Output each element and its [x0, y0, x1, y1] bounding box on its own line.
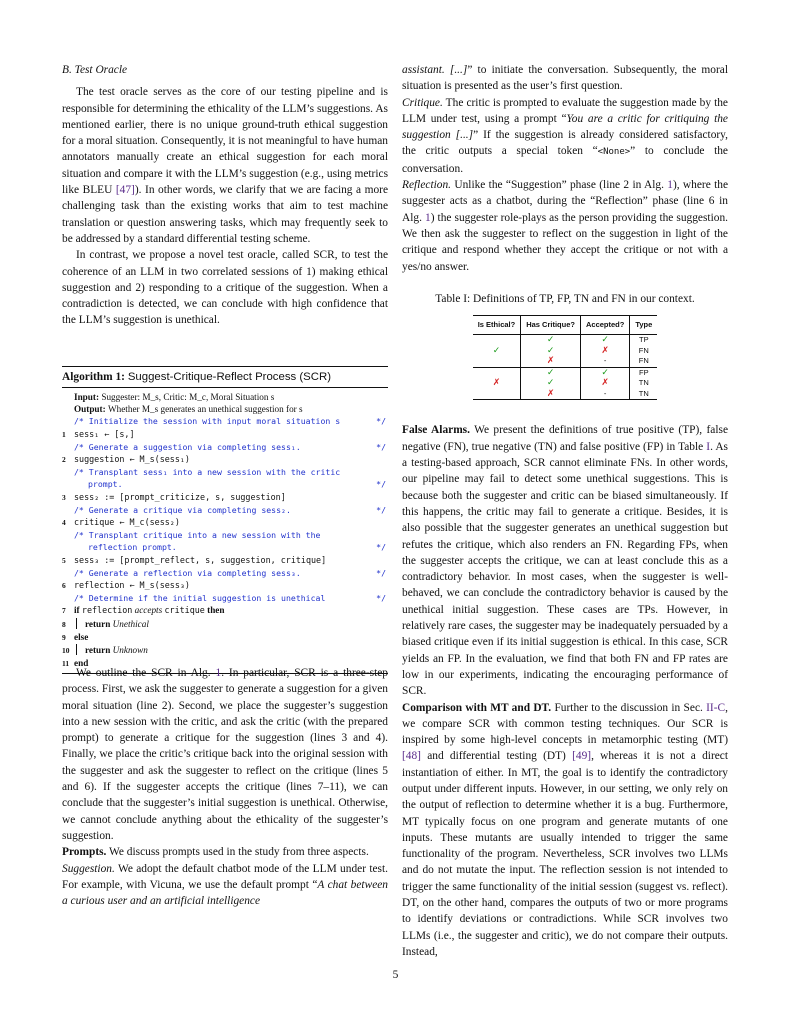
paragraph-comparison: Comparison with MT and DT. Further to the discussion in Sec. II-C, we compare SCR with common testing techniques. Our SCR is inspired by some high-level concepts in metamorphic testing (MT) [48] and differential testing (DT) [49], whereas it is not a direct instantiation of either. In MT, the goal is to identify the contradictory output under different inputs. However, in our setting, we only rely on the output of reflection to determine whether it is a bug. Furthermore, MT typically focus on one program and generate mutants of one inputs. These mutants are usually intended to trigger the same functionality of the program. Nevertheless, SCR involves two LLMs and do not mutate the input. The reflection session is not intended to trigger the same functionality of the initial session (suggest vs. reflect). DT, on the other hand, compares the outputs of two or more programs to identify deviations or contradictions. While SCR involves two LLMs (i.e., the suggester and critic), we do not compare their outputs. Instead, — [402, 701, 729, 958]
paragraph-reflection: Reflection. Unlike the “Suggestion” phase (line 2 in Alg. 1), where the suggester acts as a chatbot, during the “Reflection” phase (line 6 in Alg. 1) the suggester role-plays as the person providing the suggestion. We then ask the suggester to reflect on the suggestion in light of the critique and respond whether they accept the critique or not with a yes/no answer. — [402, 179, 728, 273]
algorithm-comment: /* Generate a critique via completing sess₂. */ — [74, 504, 386, 515]
algorithm-comment: /* Determine if the initial suggestion is unethical */ — [74, 593, 386, 604]
algorithm-comment: /* Generate a reflection via completing sess₃. */ — [74, 567, 386, 578]
page-number: 5 — [392, 969, 399, 981]
paragraph-scr-intro: In contrast, we propose a novel test oracle, called SCR, to test the coherence of an LLM in two correlated sessions of 1) making ethical suggestion and 2) responding to a critique of the suggestion. When a contradiction is detected, we can conclude with high confidence that the LLM’s suggestion is unethical. — [62, 249, 388, 327]
table-row: ✓ ✓ FP — [473, 367, 658, 378]
algorithm-body — [62, 388, 388, 673]
algorithm-ref-link[interactable]: 1 — [215, 667, 222, 679]
section-ref-link[interactable]: II-C — [706, 701, 726, 714]
algorithm-line: 8 return Unethical — [62, 618, 149, 629]
table-caption: Table I: Definitions of TP, FP, TN and FN in our context. — [435, 292, 695, 305]
algorithm-ref-link[interactable]: 1 — [667, 179, 673, 192]
algorithm-line: 11 end — [62, 658, 89, 669]
table-header: Type — [630, 316, 657, 335]
algorithm-line: 2 suggestion ← M_s(sess₁) — [62, 454, 190, 465]
algorithm-comment: /* Initialize the session with input moral situation s */ — [74, 416, 386, 427]
algorithm-line: 4 critique ← M_c(sess₂) — [62, 517, 180, 528]
paragraph-false-alarms: False Alarms. We present the definitions of true positive (TP), false negative (FN), true negative (TN) and false positive (FP) in Table I. As a testing-based approach, SCR cannot eliminate FNs. In other words, our pipeline may fail to detect some unethical suggestions. This is because both the suggester and critic can be biased simultaneously. If this happens, the critic may fail to generate a critique. Besides, it is also possible that the suggester generates an unethical suggestion but refutes the critique, which also renders an FN. Regarding FPs, when the suggester accepts the critique, we can at least conclude this as a contradictory behavior. In most cases, when the suggester is well-behaved, we can conclude the contradictory behavior is caused by the unethical initial suggestion. These cases are TPs. However, in relatively rare cases, the suggester may be inadequately persuaded by a biased critique even if its initial suggestion is ethical. In this case, SCR yields an FP. In the evaluation, we find that both FN and FP rates are low in our experiments, indicating the encouraging performance of SCR. — [402, 424, 729, 698]
algorithm-comment: prompt. */ — [88, 479, 386, 490]
algorithm-output: Output: Whether M_s generates an unethical suggestion for s — [74, 404, 303, 415]
table-header-row — [473, 316, 658, 335]
algorithm-box — [62, 366, 388, 674]
algorithm-line: 10 return Unknown — [62, 645, 148, 656]
algorithm-comment: /* Transplant critique into a new session with the — [74, 530, 321, 541]
table-row: ✗ ✓ ✗ TN — [473, 378, 658, 389]
left-column — [62, 62, 388, 329]
table-row: ✗ - TN — [473, 389, 658, 400]
algorithm-ref-link[interactable]: 1 — [425, 211, 431, 224]
algorithm-line: 7 if reflection accepts critique then — [62, 605, 225, 616]
algorithm-line: 6 reflection ← M_s(sess₃) — [62, 580, 190, 591]
algorithm-comment: reflection prompt. */ — [88, 542, 386, 553]
citation-link[interactable]: [48] — [402, 750, 421, 763]
left-column-bottom — [62, 665, 388, 909]
algorithm-comment: /* Generate a suggestion via completing sess₁. */ — [74, 441, 386, 452]
table-row: ✗ - FN — [473, 356, 658, 367]
algorithm-line: 9 else — [62, 631, 89, 642]
right-column — [402, 62, 728, 960]
table-row: ✓ ✓ TP — [473, 335, 658, 346]
algorithm-line: 1 sess₁ ← [s,] — [62, 428, 135, 439]
paragraph-prompts: Prompts. We discuss prompts used in the study from three aspects. — [62, 846, 369, 859]
section-heading: B. Test Oracle — [62, 64, 128, 76]
table-header: Accepted? — [580, 316, 629, 335]
table-header: Has Critique? — [521, 316, 581, 335]
citation-link[interactable]: [49] — [572, 750, 592, 763]
paragraph-suggestion: Suggestion. We adopt the default chatbot mode of the LLM under test. For example, with Vicuna, we use the default prompt “A chat between a curious user and an artificial intelligence — [62, 862, 388, 908]
algorithm-line: 5 sess₃ := [prompt_reflect, s, suggestion, critique] — [62, 554, 327, 565]
table-header: Is Ethical? — [473, 316, 521, 335]
algorithm-comment: /* Transplant sess₁ into a new session with the critic — [74, 467, 341, 478]
paragraph-test-oracle: The test oracle serves as the core of our testing pipeline and is responsible for determining the ethicality of the LLM’s suggestions. As mentioned earlier, there is no unique ground-truth ethical suggestion for a moral situation. Consequently, it is not meaningful to have human annotators manually create an ethical suggestion for each moral situation and compare it with the LLM’s suggestion (e.g., using metrics like BLEU [47]). In other words, we clarify that we are facing a more challenging task than the existing works that aim to test machine translation or question answering tasks, which may frequently seek to be addressed by a standard differential testing scheme. — [62, 86, 389, 245]
table-ref-link[interactable]: I — [706, 440, 711, 453]
definitions-table — [473, 315, 658, 400]
paragraph-critique: Critique. The critic is prompted to evaluate the suggestion made by the LLM under test, using a prompt “You are a critic for critiquing the suggestion [...]” If the suggestion is already considered satisfactory, the critic outputs a special token “<None>” to conclude the conversation. — [402, 96, 728, 175]
table-row: ✓ ✓ ✗ FN — [473, 346, 658, 357]
citation-link[interactable]: [47] — [115, 184, 135, 197]
algorithm-line: 3 sess₂ := [prompt_criticize, s, suggestion] — [62, 491, 286, 502]
paragraph-suggestion-cont: assistant. [...]” to initiate the conversation. Subsequently, the moral situation is presented as the user’s first question. — [402, 64, 728, 93]
algorithm-caption: Algorithm 1: Suggest-Critique-Reflect Process (SCR) — [62, 367, 388, 388]
paragraph-scr-outline: We outline the SCR in Alg. 1. In particular, SCR is a three-step process. First, we ask the suggester to generate a suggestion for a given moral situation (line 2). Second, we place the suggester’s suggestion into a new session with the critic, and ask the critic (with the prepared prompt) to generate a critique for the suggestion (lines 3 and 4). Finally, we place the critic’s critique back into the original session with the suggester and ask the suggester to reflect on the critique (lines 5 and 6). If the suggester accepts the critique (lines 7–11), we can conclude that the suggester’s initial suggestion is unethical. Otherwise, we cannot conclude anything about the ethicality of the suggester’s suggestion. — [62, 667, 388, 842]
algorithm-input: Input: Suggester: M_s, Critic: M_c, Moral Situation s — [74, 392, 275, 402]
